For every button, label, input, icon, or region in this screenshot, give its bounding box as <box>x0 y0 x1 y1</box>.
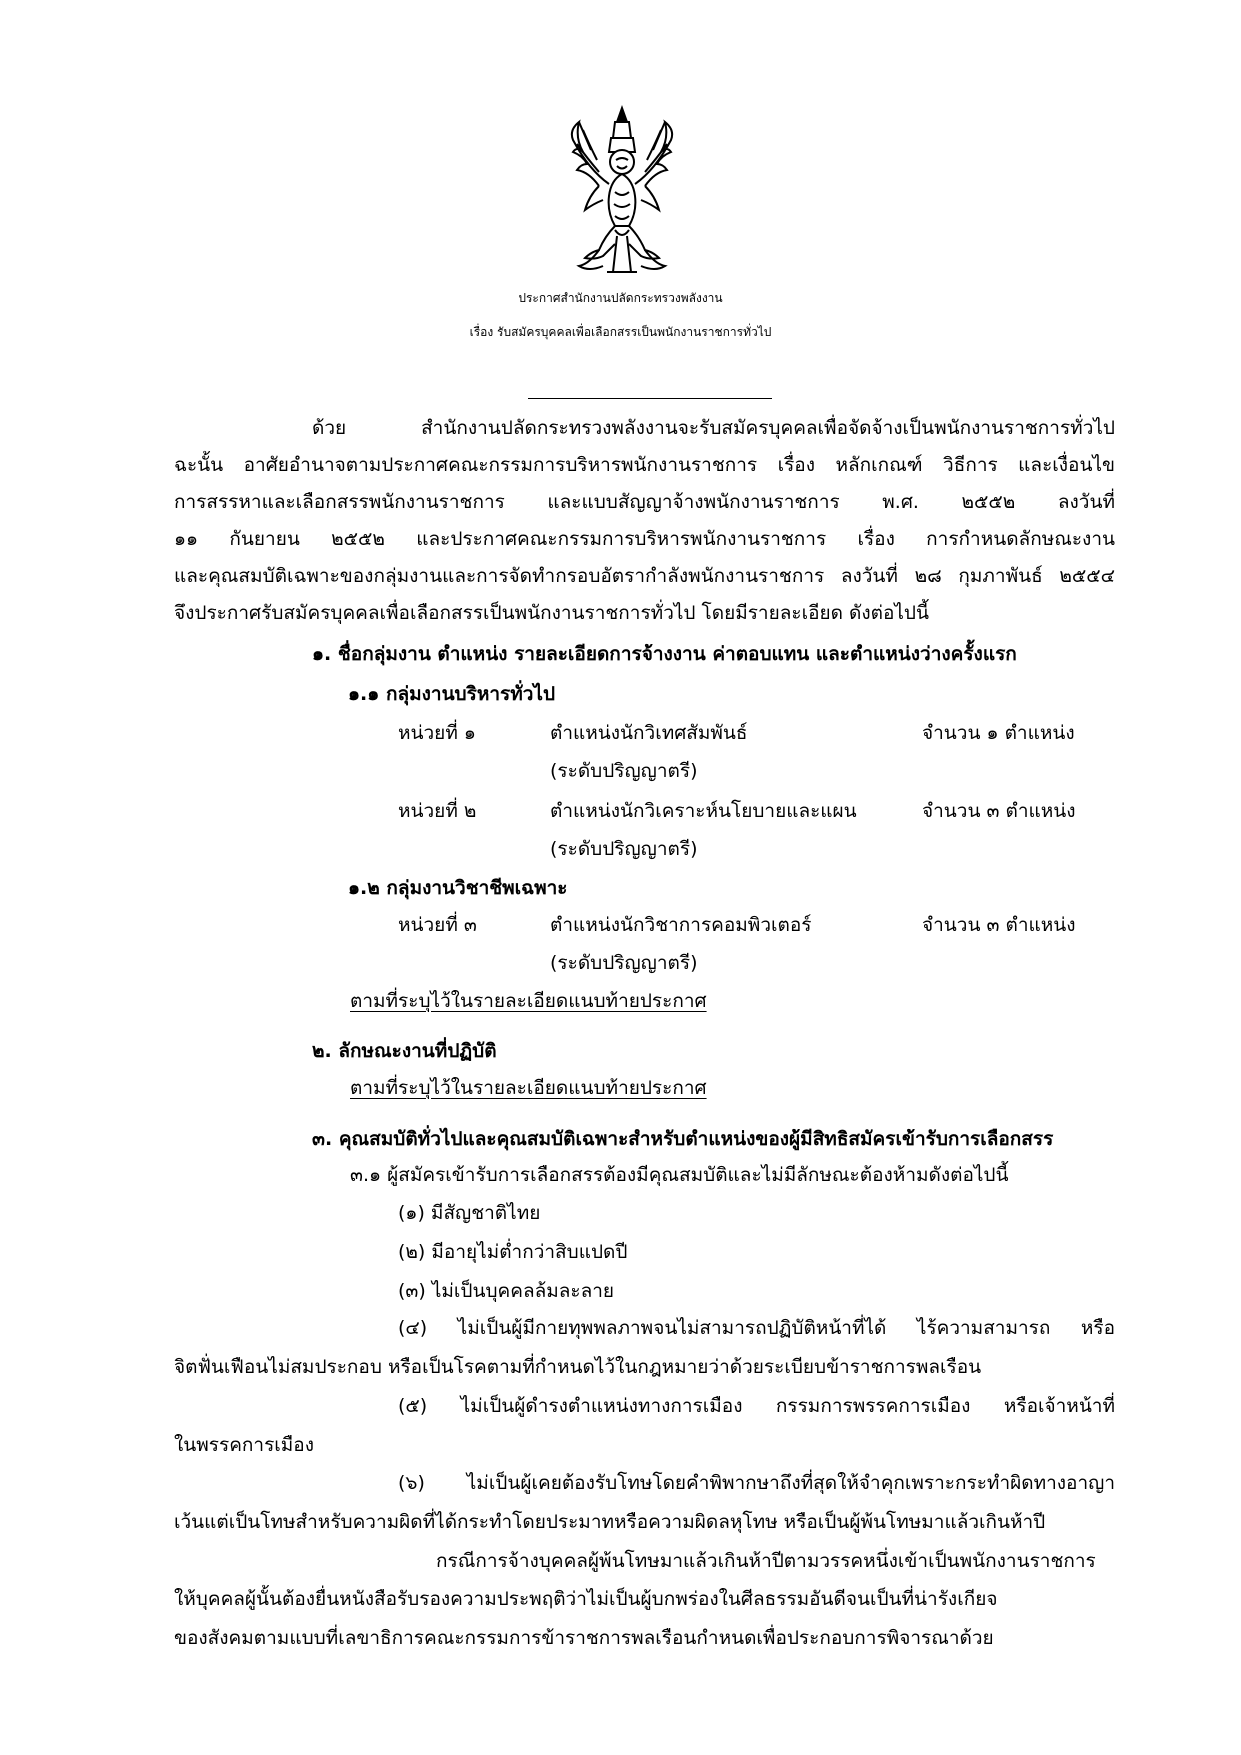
intro-line-2: ฉะนั้น อาศัยอำนาจตามประกาศคณะกรรมการบริหารพนักงานราชการ เรื่อง หลักเกณฑ์ วิธีการ และเงื่อนไข <box>174 454 1115 476</box>
intro-line-4: ๑๑ กันยายน ๒๕๕๒ และประกาศคณะกรรมการบริหารพนักงานราชการ เรื่อง การกำหนดลักษณะงาน <box>174 528 1115 550</box>
paragraph-line-3: ของสังคมตามแบบที่เลขาธิการคณะกรรมการข้าราชการพลเรือนกำหนดเพื่อประกอบการพิจารณาด้วย <box>174 1627 994 1649</box>
intro-line-1: ด้วย สำนักงานปลัดกระทรวงพลังงานจะรับสมัครบุคคลเพื่อจัดจ้างเป็นพนักงานราชการทั่วไป <box>312 417 1115 439</box>
unit-3-level: (ระดับปริญญาตรี) <box>550 952 698 974</box>
intro-line-3: การสรรหาและเลือกสรรพนักงานราชการ และแบบสัญญาจ้างพนักงานราชการ พ.ศ. ๒๕๕๒ ลงวันที่ <box>174 491 1115 513</box>
unit-1-level: (ระดับปริญญาตรี) <box>550 760 698 782</box>
section-2-note: ตามที่ระบุไว้ในรายละเอียดแนบท้ายประกาศ <box>350 1077 707 1099</box>
qualification-4-line-2: จิตฟั่นเฟือนไม่สมประกอบ หรือเป็นโรคตามที่กำหนดไว้ในกฎหมายว่าด้วยระเบียบข้าราชการพลเรือน <box>174 1356 982 1378</box>
qualification-5-line-2: ในพรรคการเมือง <box>174 1434 314 1456</box>
unit-3-label: หน่วยที่ ๓ <box>398 914 477 936</box>
unit-2-label: หน่วยที่ ๒ <box>398 800 477 822</box>
section-2-heading: ๒. ลักษณะงานที่ปฏิบัติ <box>312 1040 497 1062</box>
intro-line-6: จึงประกาศรับสมัครบุคคลเพื่อเลือกสรรเป็นพนักงานราชการทั่วไป โดยมีรายละเอียด ดังต่อไปนี้ <box>174 602 929 624</box>
announcement-subject: เรื่อง รับสมัครบุคคลเพื่อเลือกสรรเป็นพนักงานราชการทั่วไป <box>469 325 772 339</box>
unit-1-label: หน่วยที่ ๑ <box>398 722 476 744</box>
qualification-1: (๑) มีสัญชาติไทย <box>398 1202 541 1224</box>
unit-2-count: จำนวน ๓ ตำแหน่ง <box>922 800 1076 822</box>
group-1-heading: ๑.๑ กลุ่มงานบริหารทั่วไป <box>348 683 556 705</box>
unit-2-position: ตำแหน่งนักวิเคราะห์นโยบายและแผน <box>550 800 857 822</box>
qualification-3: (๓) ไม่เป็นบุคคลล้มละลาย <box>398 1280 615 1302</box>
section-3-heading: ๓. คุณสมบัติทั่วไปและคุณสมบัติเฉพาะสำหรับตำแหน่งของผู้มีสิทธิสมัครเข้ารับการเลือกสรร <box>312 1128 1054 1150</box>
unit-2-level: (ระดับปริญญาตรี) <box>550 838 698 860</box>
qualification-6-line-2: เว้นแต่เป็นโทษสำหรับความผิดที่ได้กระทำโดยประมาทหรือความผิดลหุโทษ หรือเป็นผู้พ้นโทษมาแล้วเกินห้าปี <box>174 1511 1046 1533</box>
title-divider <box>528 398 772 399</box>
garuda-emblem-icon <box>559 100 685 280</box>
section-1-heading: ๑. ชื่อกลุ่มงาน ตำแหน่ง รายละเอียดการจ้างงาน ค่าตอบแทน และตำแหน่งว่างครั้งแรก <box>312 643 1017 665</box>
unit-3-position: ตำแหน่งนักวิชาการคอมพิวเตอร์ <box>550 914 812 936</box>
paragraph-line-2: ให้บุคคลผู้นั้นต้องยื่นหนังสือรับรองความประพฤติว่าไม่เป็นผู้บกพร่องในศีลธรรมอันดีจนเป็นที่น่ารังเกียจ <box>174 1588 998 1610</box>
qualification-4-line-1: (๔) ไม่เป็นผู้มีกายทุพพลภาพจนไม่สามารถปฏิบัติหน้าที่ได้ ไร้ความสามารถ หรือ <box>398 1317 1115 1339</box>
intro-line-5: และคุณสมบัติเฉพาะของกลุ่มงานและการจัดทำกรอบอัตรากำลังพนักงานราชการ ลงวันที่ ๒๘ กุมภาพันธ์ ๒๕๕๔ <box>174 565 1115 587</box>
section-1-note: ตามที่ระบุไว้ในรายละเอียดแนบท้ายประกาศ <box>350 990 707 1012</box>
paragraph-line-1: กรณีการจ้างบุคคลผู้พ้นโทษมาแล้วเกินห้าปีตามวรรคหนึ่งเข้าเป็นพนักงานราชการ <box>436 1550 1096 1572</box>
group-2-heading: ๑.๒ กลุ่มงานวิชาชีพเฉพาะ <box>348 877 568 899</box>
section-3-1-intro: ๓.๑ ผู้สมัครเข้ารับการเลือกสรรต้องมีคุณสมบัติและไม่มีลักษณะต้องห้ามดังต่อไปนี้ <box>350 1164 1009 1186</box>
unit-1-position: ตำแหน่งนักวิเทศสัมพันธ์ <box>550 722 748 744</box>
qualification-6-line-1: (๖) ไม่เป็นผู้เคยต้องรับโทษโดยคำพิพากษาถึงที่สุดให้จำคุกเพราะกระทำผิดทางอาญา <box>398 1472 1115 1494</box>
unit-1-count: จำนวน ๑ ตำแหน่ง <box>922 722 1075 744</box>
qualification-5-line-1: (๕) ไม่เป็นผู้ดำรงตำแหน่งทางการเมือง กรรมการพรรคการเมือง หรือเจ้าหน้าที่ <box>398 1395 1115 1417</box>
unit-3-count: จำนวน ๓ ตำแหน่ง <box>922 914 1076 936</box>
qualification-2: (๒) มีอายุไม่ต่ำกว่าสิบแปดปี <box>398 1241 628 1263</box>
announcement-title: ประกาศสำนักงานปลัดกระทรวงพลังงาน <box>518 291 723 305</box>
